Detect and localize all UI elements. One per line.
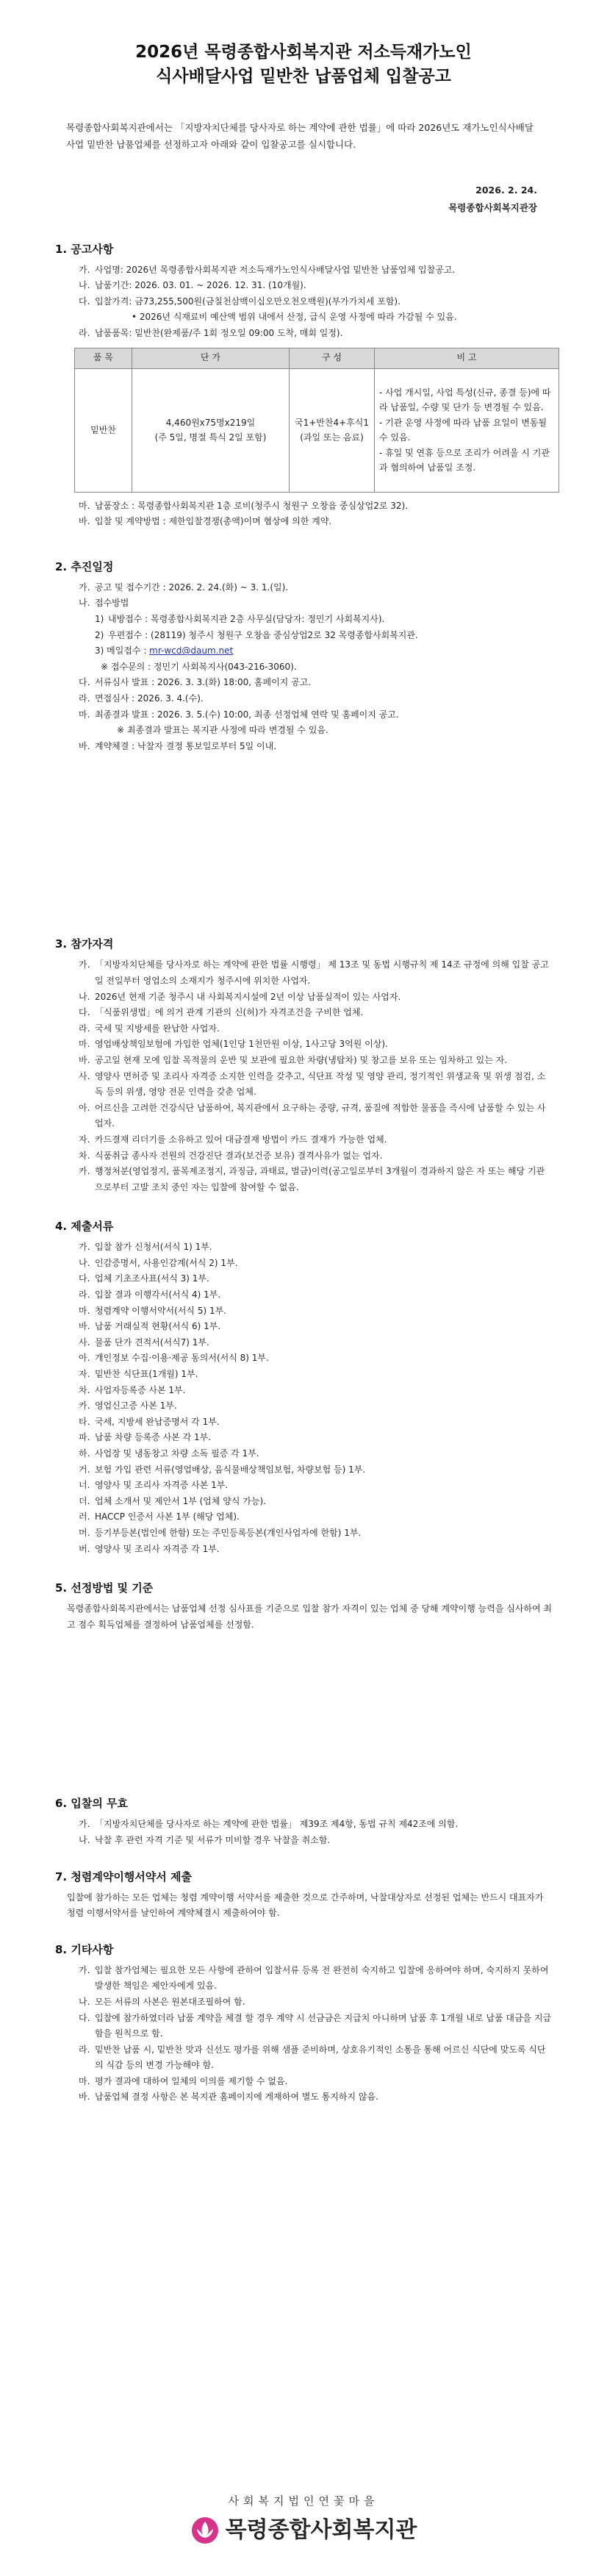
list-item: 카. 행정처분(영업정지, 품목제조정지, 과징금, 과태료, 벌금)이력(공고일로부터 3개월이 경과하지 않은 자 또는 해당 기관으로부터 고발 조치 중인 자는 입찰에 참여할 수 없음.: [79, 1166, 545, 1192]
list-item: 라. 국세 및 지방세를 완납한 사업자.: [79, 1023, 220, 1034]
list-item: 사. 영양사 면허증 및 조리사 자격증 소지한 인력을 갖추고, 식단표 작성 및 영양 관리, 정기적인 위생교육 및 위생 점검, 소독 등의 위생, 영양 전문 인력을 갖춘 업체.: [79, 1070, 546, 1098]
list-item: 나. 모든 서류의 사본은 원본대조필하여 함.: [79, 1996, 245, 2007]
list-item: 가. 입찰 참가업체는 필요한 모든 사항에 관하여 입찰서류 등록 전 완전히 숙지하고 입찰에 응하여야 하며, 숙지하지 못하여 발생한 책임은 제안자에게 있음.: [79, 1964, 549, 1992]
section-title: 7. 청렴계약이행서약서 제출: [55, 1870, 192, 1883]
list-item: 나. 2026년 현재 기준 청주시 내 사회복지시설에 2년 이상 납품실적이 있는 사업자.: [79, 991, 401, 1002]
list-item: 너. 영양사 및 조리사 자격증 사본 1부.: [79, 1480, 229, 1491]
list-item: 다. 「식품위생법」에 의거 관계 기관의 신(허)가 자격조건을 구비한 업체.: [79, 1007, 364, 1018]
list-item: 거. 보험 가입 관련 서류(영업배상, 음식물배상책임보험, 차량보험 등) 1부.: [79, 1464, 366, 1475]
table-cell: - 사업 개시일, 사업 특성(신규, 종결 등)에 따라 납품일, 수량 및 단가 등 변경될 수 있음. - 기관 운영 사정에 따라 납품 요일이 변동될 수 있음. - 휴일 및 연휴 등으로 조리가 어려울 시 기관과 협의하여 납품일 조정.: [375, 368, 559, 492]
table-header: 단 가: [132, 348, 290, 368]
list-item: 아. 개인정보 수집·이용·제공 동의서(서식 8) 1부.: [79, 1353, 269, 1364]
note-text: ※ 최종결과 발표는 복지관 사정에 따라 변경될 수 있음.: [117, 725, 328, 736]
table-cell: 국1+반찬4+후식1 (과일 또는 음료): [290, 368, 375, 492]
table-header: 비 고: [375, 348, 559, 368]
date-signature: [55, 182, 552, 217]
section-other: [55, 1941, 552, 2105]
list-item: 하. 사업장 및 냉동창고 차량 소독 필증 각 1부.: [79, 1448, 259, 1459]
list-item: 사. 물품 단가 견적서(서식7) 1부.: [79, 1337, 209, 1348]
list-item: 다. 입찰에 참가하였더라 납품 계약을 체결 할 경우 계약 시 선금금은 지급치 아니하며 납품 후 1개월 내로 납품 대금을 지급함을 원칙으로 함.: [79, 2012, 552, 2039]
section-eligibility: [55, 935, 552, 1195]
list-item: 마. 영업배상책임보험에 가입한 업체(1인당 1천만원 이상, 1사고당 3억원 이상).: [79, 1039, 388, 1050]
section-title: 1. 공고사항: [55, 242, 114, 256]
list-item: 아. 어르신을 고려한 건강식단 납품하여, 복지관에서 요구하는 중량, 규격, 품질에 적합한 물품을 즉시에 납품할 수 있는 사업자.: [79, 1102, 546, 1129]
list-item: 가. 「지방자치단체를 당사자로 하는 계약에 관한 법률」 제39조 제4항, 동법 규칙 제42조에 의함.: [79, 1819, 459, 1830]
list-item: 다. 입찰가격: 금73,255,500원(금칠천삼백이십오만오천오백원)(부가가치세 포함).: [79, 296, 401, 307]
table-header: 품 목: [75, 348, 132, 368]
list-item: 가. 공고 및 접수기간 : 2026. 2. 24.(화) ~ 3. 1.(일).: [79, 582, 289, 593]
list-item: 3) 메일접수 : mr-wcd@daum.net: [95, 645, 234, 656]
list-item: 러. HACCP 인증서 사본 1부 (해당 업체).: [79, 1511, 240, 1523]
email-link[interactable]: mr-wcd@daum.net: [149, 645, 234, 656]
list-item: 다. 업체 기초조사표(서식 3) 1부.: [79, 1273, 209, 1284]
section-title: 6. 입찰의 무효: [55, 1797, 129, 1811]
list-item: 다. 서류심사 발표 : 2026. 3. 3.(화) 18:00, 홈페이지 공고.: [79, 677, 312, 688]
list-item: 가. 「지방자치단체를 당사자로 하는 계약에 관한 법률 시행령」 제 13조 및 동법 시행규칙 제 14조 규정에 의해 입찰 공고일 전일부터 영업소의 소재지가 청주시에 위치한 사업자.: [79, 959, 549, 986]
list-item: 가. 사업명: 2026년 목령종합사회복지관 저소득재가노인식사배달사업 밑반찬 납품업체 입찰공고.: [79, 264, 456, 275]
section-title: 8. 기타사항: [55, 1942, 114, 1956]
paragraph: 입찰에 참가하는 모든 업체는 청렴 계약이행 서약서를 제출한 것으로 간주하며, 낙찰대상자로 선정된 업체는 반드시 대표자가 청렴 이행서약서를 날인하여 계약체결시 제출하여야 함.: [67, 1892, 544, 1919]
title-line-2: 식사배달사업 밑반찬 납품업체 입찰공고: [156, 67, 451, 87]
list-item: 가. 입찰 참가 신청서(서식 1) 1부.: [79, 1242, 212, 1253]
list-item: 바. 납품업체 결정 사항은 본 복지관 홈페이지에 게재하여 별도 통지하지 않음.: [79, 2092, 378, 2103]
list-item: 마. 평가 결과에 대하여 일체의 이의를 제기할 수 없음.: [79, 2075, 288, 2086]
list-item: 머. 등기부등본(법인에 한함) 또는 주민등록등본(개인사업자에 한함) 1부.: [79, 1527, 362, 1538]
section-selection: [55, 1579, 552, 1633]
section-documents: [55, 1217, 552, 1557]
list-item: 마. 최종결과 발표 : 2026. 3. 5.(수) 10:00, 최종 선정업체 연락 및 홈페이지 공고.: [79, 709, 399, 720]
list-item: 바. 납품 거래실적 현황(서식 6) 1부.: [79, 1321, 221, 1332]
section-integrity: [55, 1868, 552, 1922]
footer: [0, 2492, 607, 2548]
page-title: [55, 40, 552, 90]
list-item: 나. 낙찰 후 관련 자격 기준 및 서류가 미비할 경우 낙찰을 취소함.: [79, 1834, 331, 1845]
list-item: 라. 밑반찬 납품 시, 밑반찬 맛과 신선도 평가를 위해 샘플 준비하며, 상호유기적인 소통을 통해 어르신 식단에 맞도록 식단의 식감 등의 변경 가능해야 함.: [79, 2044, 546, 2071]
title-line-1: 2026년 목령종합사회복지관 저소득재가노인: [135, 43, 472, 62]
list-item: 자. 밑반찬 식단표(1개월) 1부.: [79, 1369, 198, 1380]
item-table: [74, 348, 559, 493]
list-item: 나. 접수방법: [79, 598, 129, 609]
table-row: [75, 368, 559, 492]
section-schedule: [55, 558, 552, 755]
intro-paragraph: 목령종합사회복지관에서는 「지방자치단체를 당사자로 하는 계약에 관한 법률」에 따라 2026년도 재가노인식사배달사업 밑반찬 납품업체를 선정하고자 아래와 같이 입찰공고를 실시합니다.: [66, 121, 534, 151]
list-item: 더. 업체 소개서 및 제안서 1부 (업체 양식 가능).: [79, 1495, 266, 1506]
list-item: 타. 국세, 지방세 완납증명서 각 1부.: [79, 1416, 220, 1427]
lotus-logo-icon: [190, 2516, 220, 2545]
list-item: 1) 내방접수 : 목령종합사회복지관 2층 사무실(담당자: 정민기 사회복지사).: [95, 614, 385, 625]
section-title: 5. 선정방법 및 기준: [55, 1581, 154, 1595]
section-invalid: [55, 1795, 552, 1848]
notice-date: 2026. 2. 24.: [475, 185, 537, 196]
org-name: 목령종합사회복지관: [225, 2517, 417, 2543]
list-item: 2) 우편접수 : (28119) 청주시 청원구 오창읍 중심상업2로 32 목령종합사회복지관.: [95, 629, 418, 640]
list-item: 나. 인감증명서, 사용인감계(서식 2) 1부.: [79, 1257, 238, 1268]
section-title: 4. 제출서류: [55, 1220, 114, 1234]
note-text: • 2026년 식재료비 예산액 범위 내에서 산정, 급식 운영 사정에 따라 가감될 수 있음.: [132, 312, 457, 323]
table-cell: 4,460원x75명x219일 (주 5일, 명절 특식 2일 포함): [132, 368, 290, 492]
table-header-row: [75, 348, 559, 368]
list-item: 마. 청렴계약 이행서약서(서식 5) 1부.: [79, 1305, 226, 1316]
list-item: 라. 납품품목: 밑반찬(완제품/주 1회 정오일 09:00 도착, 매회 일정).: [79, 328, 343, 339]
list-item: 라. 면접심사 : 2026. 3. 4.(수).: [79, 693, 204, 704]
list-item: 나. 납품기간: 2026. 03. 01. ~ 2026. 12. 31. (10개월).: [79, 280, 306, 291]
section-title: 3. 참가자격: [55, 937, 114, 951]
list-item: 바. 입찰 및 계약방법 : 제한입찰경쟁(총액)이며 협상에 의한 계약.: [79, 516, 332, 527]
director-name: 목령종합사회복지관장: [448, 201, 537, 213]
table-header: 구 성: [290, 348, 375, 368]
list-item: 버. 영양사 및 조리사 자격증 각 1부.: [79, 1543, 220, 1554]
list-item: 카. 영업신고증 사본 1부.: [79, 1400, 177, 1412]
list-item: 바. 공고일 현재 모에 입찰 목적물의 운반 및 보관에 필요한 차량(냉탑차) 및 창고를 보유 또는 임차하고 있는 자.: [79, 1054, 508, 1065]
list-item: 마. 납품장소 : 목령종합사회복지관 1층 로비(청주시 청원구 오창읍 중심상업2로 32).: [79, 500, 409, 511]
list-item: 파. 납품 차량 등록증 사본 각 1부.: [79, 1432, 212, 1443]
table-cell: 밑반찬: [75, 368, 132, 492]
list-item: 차. 사업자등록증 사본 1부.: [79, 1384, 186, 1395]
paragraph: 목령종합사회복지관에서는 납품업체 선정 심사표를 기준으로 입찰 참가 자격이 있는 업체 중 당해 계약이행 능력을 심사하여 최고 점수 획득업체를 결정하여 납품업체를 선정함.: [67, 1603, 553, 1630]
list-item: 바. 계약체결 : 낙찰자 결정 통보일로부터 5일 이내.: [79, 740, 277, 751]
section-announcement: [55, 240, 552, 530]
note-text: ※ 접수문의 : 정민기 사회복지사(043-216-3060).: [101, 661, 297, 672]
footer-subtitle: 사회복지법인연꽃마을: [228, 2494, 379, 2508]
list-item: 자. 카드결재 리더기를 소유하고 있어 대금결재 방법이 카드 결재가 가능한 업체.: [79, 1134, 387, 1145]
section-title: 2. 추진일정: [55, 559, 114, 573]
list-item: 라. 입찰 결과 이행각서(서식 4) 1부.: [79, 1289, 221, 1300]
list-item: 차. 식품취급 종사자 전원의 건강진단 결과(보건증 보유) 결격사유가 없는 업자.: [79, 1150, 383, 1161]
